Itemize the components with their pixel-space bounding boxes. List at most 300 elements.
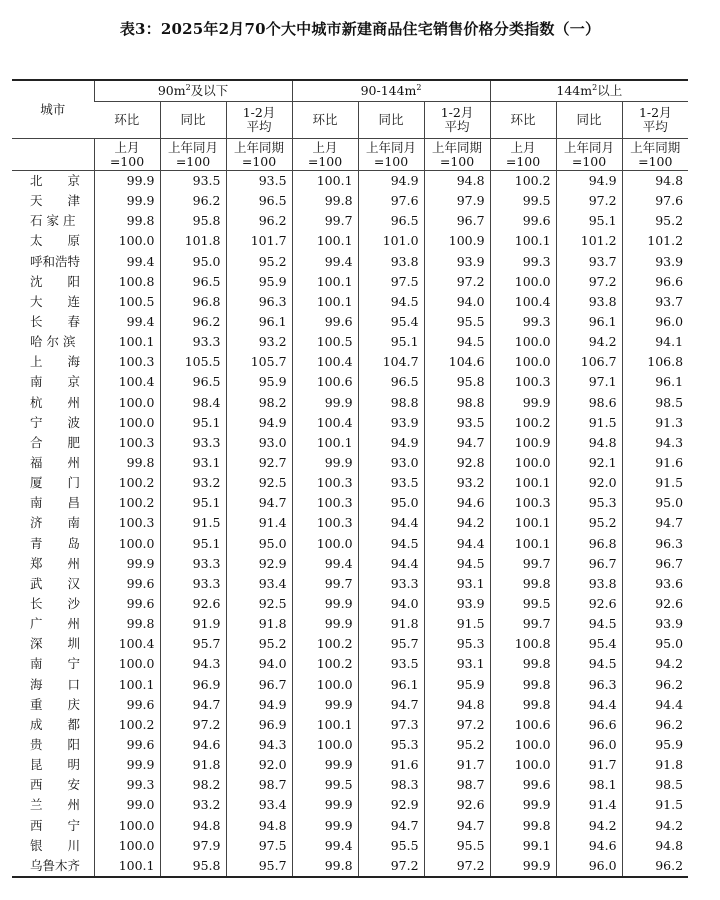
index-value: 99.4 xyxy=(94,312,160,332)
index-value: 100.9 xyxy=(490,433,556,453)
index-value: 96.1 xyxy=(226,312,292,332)
city-name: 海 口 xyxy=(30,676,81,692)
index-value: 99.9 xyxy=(94,171,160,192)
index-value: 92.6 xyxy=(424,795,490,815)
city-name: 呼和浩特 xyxy=(30,253,81,269)
index-value: 100.4 xyxy=(490,292,556,312)
city-name: 上 海 xyxy=(30,354,81,370)
city-name: 沈 阳 xyxy=(30,273,81,289)
table-body xyxy=(12,171,688,877)
index-value: 95.4 xyxy=(358,312,424,332)
index-value: 97.5 xyxy=(358,272,424,292)
index-value: 99.6 xyxy=(94,695,160,715)
index-value: 95.8 xyxy=(424,372,490,392)
index-value: 94.1 xyxy=(622,332,688,352)
city-header-blank xyxy=(12,139,94,171)
table-row xyxy=(12,433,688,453)
sub-header-1-2: 1-2月 平均 xyxy=(424,102,490,139)
index-value: 95.9 xyxy=(226,372,292,392)
table-row xyxy=(12,634,688,654)
index-value: 100.2 xyxy=(490,413,556,433)
table-row xyxy=(12,554,688,574)
index-value: 93.8 xyxy=(556,292,622,312)
index-value: 99.3 xyxy=(490,252,556,272)
index-value: 95.0 xyxy=(622,493,688,513)
index-value: 99.9 xyxy=(292,816,358,836)
header-row-subs xyxy=(12,102,688,139)
index-value: 99.9 xyxy=(292,594,358,614)
index-value: 98.1 xyxy=(556,775,622,795)
index-value: 94.8 xyxy=(160,816,226,836)
index-value: 99.9 xyxy=(490,795,556,815)
index-value: 100.4 xyxy=(94,372,160,392)
index-value: 100.0 xyxy=(490,272,556,292)
city-name: 深 圳 xyxy=(30,636,81,652)
table-row xyxy=(12,856,688,877)
index-value: 97.1 xyxy=(556,372,622,392)
index-value: 96.2 xyxy=(226,211,292,231)
city-name: 南 京 xyxy=(30,374,81,390)
index-value: 96.9 xyxy=(160,675,226,695)
index-value: 100.0 xyxy=(292,735,358,755)
index-value: 93.8 xyxy=(358,252,424,272)
index-value: 100.3 xyxy=(490,493,556,513)
index-value: 97.2 xyxy=(556,272,622,292)
index-value: 100.0 xyxy=(94,654,160,674)
index-value: 93.9 xyxy=(622,252,688,272)
index-value: 93.9 xyxy=(358,413,424,433)
index-value: 98.2 xyxy=(160,775,226,795)
index-value: 100.1 xyxy=(490,534,556,554)
index-value: 99.9 xyxy=(292,614,358,634)
index-value: 95.4 xyxy=(556,634,622,654)
index-value: 94.2 xyxy=(424,513,490,533)
index-value: 99.7 xyxy=(292,211,358,231)
table-row xyxy=(12,675,688,695)
index-value: 95.1 xyxy=(160,493,226,513)
city-name: 银 川 xyxy=(30,837,81,853)
table-row xyxy=(12,513,688,533)
index-value: 97.2 xyxy=(424,856,490,877)
index-value: 99.9 xyxy=(94,755,160,775)
index-value: 99.9 xyxy=(490,393,556,413)
index-value: 94.7 xyxy=(358,816,424,836)
index-value: 93.6 xyxy=(622,574,688,594)
index-value: 95.5 xyxy=(424,836,490,856)
index-value: 92.7 xyxy=(226,453,292,473)
index-value: 94.4 xyxy=(358,513,424,533)
index-value: 104.6 xyxy=(424,352,490,372)
table-row xyxy=(12,211,688,231)
index-value: 94.2 xyxy=(556,816,622,836)
index-value: 95.0 xyxy=(622,634,688,654)
index-value: 106.7 xyxy=(556,352,622,372)
index-value: 99.4 xyxy=(292,554,358,574)
table-row xyxy=(12,574,688,594)
index-value: 93.3 xyxy=(160,433,226,453)
index-value: 98.8 xyxy=(358,393,424,413)
index-value: 99.9 xyxy=(94,554,160,574)
index-value: 93.7 xyxy=(556,252,622,272)
index-value: 93.9 xyxy=(424,594,490,614)
index-value: 95.8 xyxy=(160,211,226,231)
index-value: 96.1 xyxy=(358,675,424,695)
index-value: 94.7 xyxy=(424,433,490,453)
index-value: 96.3 xyxy=(622,534,688,554)
table-row xyxy=(12,332,688,352)
index-value: 91.5 xyxy=(622,473,688,493)
index-value: 94.0 xyxy=(226,654,292,674)
index-value: 95.1 xyxy=(556,211,622,231)
index-value: 93.2 xyxy=(160,795,226,815)
city-name: 青 岛 xyxy=(30,535,81,551)
index-value: 91.6 xyxy=(358,755,424,775)
city-name: 南 昌 xyxy=(30,495,81,511)
sub-header-1-0: 环比 xyxy=(292,102,358,139)
index-value: 99.5 xyxy=(490,594,556,614)
index-value: 96.5 xyxy=(358,372,424,392)
index-value: 100.2 xyxy=(94,715,160,735)
index-value: 100.0 xyxy=(490,332,556,352)
index-value: 93.7 xyxy=(622,292,688,312)
index-value: 99.6 xyxy=(94,574,160,594)
index-value: 94.5 xyxy=(424,554,490,574)
table-row xyxy=(12,534,688,554)
index-value: 95.1 xyxy=(358,332,424,352)
city-name: 兰 州 xyxy=(30,797,81,813)
index-value: 99.7 xyxy=(292,574,358,594)
index-value: 101.7 xyxy=(226,231,292,251)
index-value: 100.9 xyxy=(424,231,490,251)
index-value: 100.0 xyxy=(94,534,160,554)
table-row xyxy=(12,735,688,755)
index-value: 100.0 xyxy=(94,816,160,836)
index-value: 93.0 xyxy=(358,453,424,473)
index-value: 91.8 xyxy=(358,614,424,634)
sub-header-2-2: 1-2月 平均 xyxy=(622,102,688,139)
table-row xyxy=(12,252,688,272)
index-value: 96.1 xyxy=(556,312,622,332)
index-value: 95.7 xyxy=(226,856,292,877)
index-value: 99.6 xyxy=(490,775,556,795)
index-value: 91.6 xyxy=(622,453,688,473)
index-value: 94.8 xyxy=(556,433,622,453)
index-value: 100.0 xyxy=(490,755,556,775)
city-name: 杭 州 xyxy=(30,394,81,410)
table-row xyxy=(12,171,688,192)
index-value: 91.5 xyxy=(160,513,226,533)
index-value: 99.5 xyxy=(490,191,556,211)
index-value: 100.5 xyxy=(94,292,160,312)
index-value: 96.0 xyxy=(556,856,622,877)
index-value: 93.5 xyxy=(424,413,490,433)
index-value: 93.3 xyxy=(160,554,226,574)
table-row xyxy=(12,191,688,211)
index-value: 100.3 xyxy=(292,473,358,493)
index-value: 99.9 xyxy=(292,695,358,715)
city-name: 天 津 xyxy=(30,193,81,209)
index-value: 91.8 xyxy=(160,755,226,775)
city-name: 重 庆 xyxy=(30,696,81,712)
index-value: 100.1 xyxy=(292,433,358,453)
index-value: 96.9 xyxy=(226,715,292,735)
sub-header-2-1: 同比 xyxy=(556,102,622,139)
index-value: 99.6 xyxy=(94,735,160,755)
sub-header-0-1: 同比 xyxy=(160,102,226,139)
index-value: 99.8 xyxy=(292,856,358,877)
index-value: 94.5 xyxy=(358,292,424,312)
index-value: 93.2 xyxy=(160,473,226,493)
base-header-1-0: 上月 =100 xyxy=(292,139,358,171)
index-value: 94.8 xyxy=(424,695,490,715)
index-value: 100.3 xyxy=(292,493,358,513)
index-value: 101.2 xyxy=(622,231,688,251)
city-column-header: 城市 xyxy=(12,80,94,139)
index-value: 99.4 xyxy=(292,836,358,856)
index-value: 94.6 xyxy=(160,735,226,755)
index-value: 100.0 xyxy=(94,413,160,433)
index-value: 97.9 xyxy=(424,191,490,211)
index-value: 91.4 xyxy=(556,795,622,815)
base-header-2-0: 上月 =100 xyxy=(490,139,556,171)
index-value: 96.2 xyxy=(160,312,226,332)
base-header-2-2: 上年同期 =100 xyxy=(622,139,688,171)
index-value: 94.4 xyxy=(358,554,424,574)
index-value: 92.6 xyxy=(160,594,226,614)
index-value: 94.9 xyxy=(226,413,292,433)
index-value: 99.8 xyxy=(490,654,556,674)
table-row xyxy=(12,654,688,674)
index-value: 93.5 xyxy=(160,171,226,192)
index-value: 96.0 xyxy=(556,735,622,755)
index-value: 99.6 xyxy=(292,312,358,332)
index-value: 93.9 xyxy=(424,252,490,272)
index-value: 104.7 xyxy=(358,352,424,372)
index-value: 94.3 xyxy=(226,735,292,755)
index-value: 97.2 xyxy=(424,272,490,292)
city-name: 长 春 xyxy=(30,314,81,330)
index-value: 99.8 xyxy=(94,614,160,634)
index-value: 100.4 xyxy=(292,352,358,372)
index-value: 101.8 xyxy=(160,231,226,251)
index-value: 94.4 xyxy=(622,695,688,715)
index-value: 100.3 xyxy=(292,513,358,533)
index-value: 93.3 xyxy=(358,574,424,594)
index-value: 99.6 xyxy=(94,594,160,614)
index-value: 96.5 xyxy=(160,272,226,292)
city-name: 南 宁 xyxy=(30,656,81,672)
index-value: 99.8 xyxy=(490,816,556,836)
index-value: 94.2 xyxy=(556,332,622,352)
city-name: 长 沙 xyxy=(30,596,81,612)
index-value: 94.2 xyxy=(622,816,688,836)
group-header-medium: $90-144m^2$ xyxy=(292,80,490,102)
table-row xyxy=(12,795,688,815)
table-title: 表3：2025年2月70个大中城市新建商品住宅销售价格分类指数（一） xyxy=(119,20,601,38)
base-header-1-1: 上年同月 =100 xyxy=(358,139,424,171)
index-value: 94.9 xyxy=(358,171,424,192)
index-value: 98.5 xyxy=(622,393,688,413)
index-value: 95.8 xyxy=(160,856,226,877)
index-value: 96.5 xyxy=(358,211,424,231)
index-value: 100.0 xyxy=(490,735,556,755)
index-value: 94.0 xyxy=(358,594,424,614)
index-value: 106.8 xyxy=(622,352,688,372)
index-value: 100.1 xyxy=(94,675,160,695)
table-row xyxy=(12,393,688,413)
index-value: 95.1 xyxy=(160,534,226,554)
index-value: 100.3 xyxy=(94,513,160,533)
city-name: 成 都 xyxy=(30,716,81,732)
index-value: 94.6 xyxy=(424,493,490,513)
index-value: 92.1 xyxy=(556,453,622,473)
index-value: 93.1 xyxy=(424,654,490,674)
index-value: 100.0 xyxy=(94,231,160,251)
city-name: 合 肥 xyxy=(30,434,81,450)
index-value: 99.7 xyxy=(490,554,556,574)
index-value: 100.8 xyxy=(94,272,160,292)
index-value: 97.2 xyxy=(160,715,226,735)
index-value: 91.7 xyxy=(424,755,490,775)
index-value: 93.9 xyxy=(622,614,688,634)
index-value: 100.1 xyxy=(490,473,556,493)
index-value: 92.0 xyxy=(226,755,292,775)
index-value: 93.2 xyxy=(226,332,292,352)
index-value: 97.6 xyxy=(622,191,688,211)
index-value: 100.4 xyxy=(94,634,160,654)
city-name: 广 州 xyxy=(30,616,81,632)
index-value: 100.5 xyxy=(292,332,358,352)
index-value: 94.8 xyxy=(622,836,688,856)
table-row xyxy=(12,352,688,372)
index-value: 99.9 xyxy=(292,795,358,815)
index-value: 95.2 xyxy=(226,634,292,654)
index-value: 94.9 xyxy=(556,171,622,192)
index-value: 100.3 xyxy=(94,433,160,453)
index-value: 96.2 xyxy=(160,191,226,211)
index-value: 99.4 xyxy=(94,252,160,272)
index-value: 96.3 xyxy=(556,675,622,695)
index-value: 94.7 xyxy=(358,695,424,715)
index-value: 100.2 xyxy=(292,634,358,654)
table-row xyxy=(12,453,688,473)
index-value: 95.3 xyxy=(358,735,424,755)
index-value: 94.4 xyxy=(556,695,622,715)
index-value: 92.0 xyxy=(556,473,622,493)
index-value: 97.2 xyxy=(424,715,490,735)
index-value: 95.2 xyxy=(622,211,688,231)
group-header-large: $144m^2$以上 xyxy=(490,80,688,102)
index-value: 91.3 xyxy=(622,413,688,433)
index-value: 94.9 xyxy=(358,433,424,453)
index-value: 99.3 xyxy=(490,312,556,332)
index-value: 94.5 xyxy=(556,654,622,674)
index-value: 98.8 xyxy=(424,393,490,413)
index-value: 100.6 xyxy=(490,715,556,735)
index-value: 98.5 xyxy=(622,775,688,795)
index-value: 99.1 xyxy=(490,836,556,856)
index-value: 94.5 xyxy=(556,614,622,634)
city-name: 济 南 xyxy=(30,515,81,531)
group-header-small: $90m^2$及以下 xyxy=(94,80,292,102)
index-value: 94.4 xyxy=(424,534,490,554)
index-value: 100.0 xyxy=(292,675,358,695)
index-value: 91.5 xyxy=(424,614,490,634)
table-row xyxy=(12,836,688,856)
index-value: 95.0 xyxy=(160,252,226,272)
index-value: 100.1 xyxy=(292,171,358,192)
base-header-0-1: 上年同月 =100 xyxy=(160,139,226,171)
index-value: 94.8 xyxy=(424,171,490,192)
index-value: 93.5 xyxy=(358,473,424,493)
index-value: 96.8 xyxy=(556,534,622,554)
index-value: 93.3 xyxy=(160,332,226,352)
index-value: 92.8 xyxy=(424,453,490,473)
index-value: 92.9 xyxy=(226,554,292,574)
sub-header-0-0: 环比 xyxy=(94,102,160,139)
index-value: 99.8 xyxy=(94,211,160,231)
table-row xyxy=(12,695,688,715)
index-value: 99.8 xyxy=(490,695,556,715)
city-name: 福 州 xyxy=(30,455,81,471)
index-value: 95.5 xyxy=(424,312,490,332)
city-name: 太 原 xyxy=(30,233,81,249)
header-row-groups xyxy=(12,80,688,102)
sub-header-1-1: 同比 xyxy=(358,102,424,139)
index-value: 93.1 xyxy=(160,453,226,473)
sub-header-2-0: 环比 xyxy=(490,102,556,139)
index-value: 96.2 xyxy=(622,675,688,695)
base-header-2-1: 上年同月 =100 xyxy=(556,139,622,171)
table-row xyxy=(12,816,688,836)
index-value: 94.3 xyxy=(622,433,688,453)
index-value: 95.2 xyxy=(424,735,490,755)
index-value: 100.2 xyxy=(94,473,160,493)
index-value: 94.0 xyxy=(424,292,490,312)
index-value: 99.5 xyxy=(292,775,358,795)
index-value: 98.2 xyxy=(226,393,292,413)
index-value: 100.2 xyxy=(490,171,556,192)
index-value: 96.2 xyxy=(622,715,688,735)
index-value: 95.9 xyxy=(424,675,490,695)
index-value: 94.5 xyxy=(358,534,424,554)
index-value: 92.6 xyxy=(556,594,622,614)
index-value: 99.8 xyxy=(490,675,556,695)
index-value: 96.6 xyxy=(622,272,688,292)
index-value: 92.5 xyxy=(226,594,292,614)
city-name: 武 汉 xyxy=(30,575,81,591)
index-value: 100.6 xyxy=(292,372,358,392)
table-header xyxy=(12,80,688,171)
table-row xyxy=(12,755,688,775)
index-value: 94.9 xyxy=(226,695,292,715)
index-value: 95.5 xyxy=(358,836,424,856)
index-value: 95.7 xyxy=(358,634,424,654)
index-value: 100.0 xyxy=(94,393,160,413)
index-value: 100.0 xyxy=(292,534,358,554)
index-value: 98.6 xyxy=(556,393,622,413)
index-value: 94.7 xyxy=(622,513,688,533)
index-value: 99.8 xyxy=(94,453,160,473)
index-value: 98.7 xyxy=(424,775,490,795)
city-name: 昆 明 xyxy=(30,757,81,773)
price-index-table xyxy=(12,79,688,878)
index-value: 99.3 xyxy=(94,775,160,795)
index-value: 100.3 xyxy=(490,372,556,392)
index-value: 94.2 xyxy=(622,654,688,674)
index-value: 98.4 xyxy=(160,393,226,413)
index-value: 100.1 xyxy=(292,715,358,735)
